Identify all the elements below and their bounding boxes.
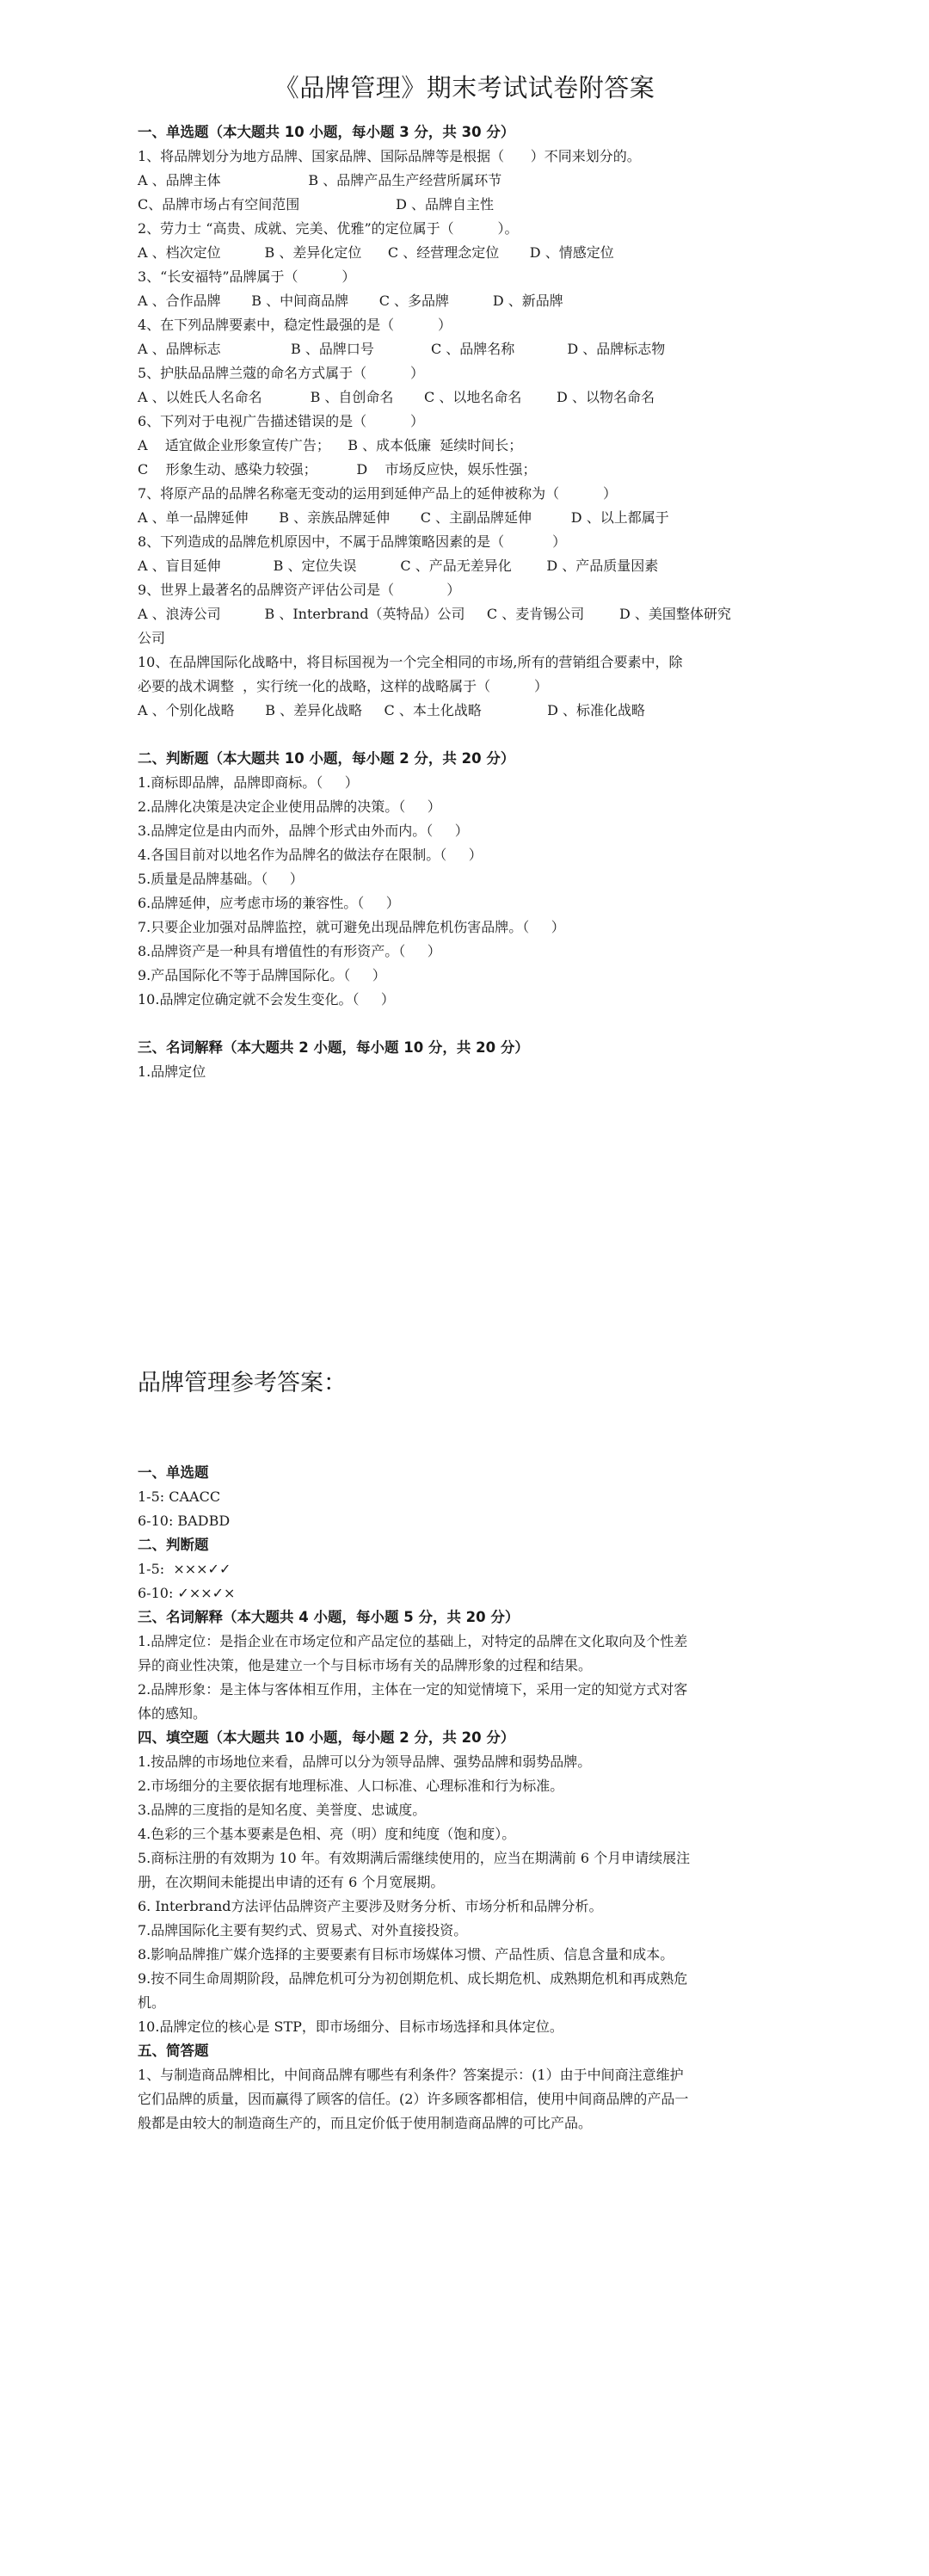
answer-line: 它们品牌的质量，因而赢得了顾客的信任。(2）许多顾客都相信，使用中间商品牌的产品一	[138, 2091, 689, 2107]
answer-line: 1.按品牌的市场地位来看，品牌可以分为领导品牌、强势品牌和弱势品牌。	[138, 1753, 592, 1770]
question-line: A 、合作品牌 B 、中间商品牌 C 、多品牌 D 、新品牌	[138, 293, 563, 309]
question-line: 2.品牌化决策是决定企业使用品牌的决策。（ ）	[138, 798, 441, 815]
question-line: 3、“长安福特”品牌属于（ ）	[138, 268, 356, 285]
answer-line: 6-10: BADBD	[138, 1513, 231, 1529]
question-line: A 、个别化战略 B 、差异化战略 C 、本土化战略 D 、标准化战略	[138, 702, 646, 718]
answers-title: 品牌管理参考答案：	[138, 1370, 347, 1396]
answer-line: 体的感知。	[138, 1705, 207, 1722]
question-line: 3.品牌定位是由内而外，品牌个形式由外而内。（ ）	[138, 823, 469, 839]
question-line: 7.只要企业加强对品牌监控，就可避免出现品牌危机伤害品牌。（ ）	[138, 919, 565, 935]
answer-line: 6-10: ✓××✓×	[138, 1585, 236, 1601]
question-line: C、品牌市场占有空间范围 D 、品牌自主性	[138, 196, 495, 213]
section-heading: 三、名词解释（本大题共 2 小题，每小题 10 分，共 20 分）	[138, 1039, 529, 1056]
answer-line: 5.商标注册的有效期为 10 年。有效期满后需继续使用的，应当在期满前 6 个月申请续展注	[138, 1850, 691, 1866]
section-gap	[138, 1084, 791, 1108]
exam-title: 《品牌管理》期末考试试卷附答案	[274, 73, 655, 102]
answer-line: 6. Interbrand方法评估品牌资产主要涉及财务分析、市场分析和品牌分析。	[138, 1898, 603, 1914]
question-line: 1、将品牌划分为地方品牌、国家品牌、国际品牌等是根据（ ）不同来划分的。	[138, 148, 641, 164]
question-line: 10.品牌定位确定就不会发生变化。（ ）	[138, 991, 395, 1008]
question-line: 9、世界上最著名的品牌资产评估公司是（ ）	[138, 582, 461, 598]
question-line: 6.品牌延伸，应考虑市场的兼容性。（ ）	[138, 895, 400, 911]
question-line: 1.品牌定位	[138, 1063, 206, 1080]
question-line: 5、护肤品品牌兰蔻的命名方式属于（ ）	[138, 365, 425, 381]
answer-line: 册，在次期间未能提出申请的还有 6 个月宽展期。	[138, 1874, 445, 1890]
answer-section-heading: 四、填空题（本大题共 10 小题，每小题 2 分，共 20 分）	[138, 1729, 515, 1746]
question-line: 8.品牌资产是一种具有增值性的有形资产。（ ）	[138, 943, 441, 959]
question-line: A 、浪涛公司 B 、Interbrand（英特品）公司 C 、麦肯锡公司 D 、美国整体研究	[138, 606, 731, 622]
question-line: A 适宜做企业形象宣传广告； B 、成本低廉 延续时间长；	[138, 437, 523, 453]
question-line: 2、劳力士 “高贵、成就、完美、优雅”的定位属于（ ）。	[138, 220, 519, 237]
question-line: 8、下列造成的品牌危机原因中，不属于品牌策略因素的是（ ）	[138, 533, 567, 550]
answer-line: 1、与制造商品牌相比，中间商品牌有哪些有利条件？答案提示：(1）由于中间商注意维护	[138, 2067, 684, 2083]
answer-line: 7.品牌国际化主要有契约式、贸易式、对外直接投资。	[138, 1922, 468, 1938]
answers-body	[138, 1461, 791, 2135]
answer-line: 2.品牌形象：是主体与客体相互作用，主体在一定的知觉情境下，采用一定的知觉方式对客	[138, 1681, 688, 1698]
answer-line: 1.品牌定位：是指企业在市场定位和产品定位的基础上，对特定的品牌在文化取向及个性差	[138, 1633, 688, 1649]
section-gap	[138, 723, 791, 747]
question-line: A 、品牌标志 B 、品牌口号 C 、品牌名称 D 、品牌标志物	[138, 341, 666, 357]
section-heading: 一、单选题（本大题共 10 小题，每小题 3 分，共 30 分）	[138, 124, 515, 140]
exam-body	[138, 120, 791, 1108]
question-line: 4.各国目前对以地名作为品牌名的做法存在限制。（ ）	[138, 847, 483, 863]
answer-line: 8.影响品牌推广媒介选择的主要要素有目标市场媒体习惯、产品性质、信息含量和成本。	[138, 1946, 674, 1963]
question-line: 必要的战术调整 ，实行统一化的战略，这样的战略属于（ ）	[138, 678, 549, 694]
question-line: 10、在品牌国际化战略中，将目标国视为一个完全相同的市场,所有的营销组合要素中，除	[138, 654, 683, 670]
answer-line: 3.品牌的三度指的是知名度、美誉度、忠诚度。	[138, 1802, 427, 1818]
answer-line: 机。	[138, 1994, 166, 2011]
answer-section-heading: 三、名词解释（本大题共 4 小题，每小题 5 分，共 20 分）	[138, 1609, 520, 1625]
question-line: 4、在下列品牌要素中，稳定性最强的是（ ）	[138, 317, 452, 333]
question-line: A 、盲目延伸 B 、定位失误 C 、产品无差异化 D 、产品质量因素	[138, 558, 659, 574]
answer-line: 4.色彩的三个基本要素是色相、亮（明）度和纯度（饱和度）。	[138, 1826, 516, 1842]
answer-line: 1-5: CAACC	[138, 1488, 221, 1505]
question-line: 6、下列对于电视广告描述错误的是（ ）	[138, 413, 425, 429]
answer-line: 9.按不同生命周期阶段，品牌危机可分为初创期危机、成长期危机、成熟期危机和再成熟危	[138, 1970, 688, 1987]
question-line: A 、档次定位 B 、差异化定位 C 、经营理念定位 D 、情感定位	[138, 244, 614, 261]
answer-section-heading: 一、单选题	[138, 1464, 209, 1481]
answer-line: 1-5: ×××✓✓	[138, 1561, 231, 1577]
question-line: 5.质量是品牌基础。（ ）	[138, 871, 304, 887]
answer-section-heading: 五、简答题	[138, 2043, 209, 2059]
section-gap	[138, 1012, 791, 1036]
answer-line: 10.品牌定位的核心是 STP，即市场细分、目标市场选择和具体定位。	[138, 2018, 563, 2035]
question-line: 1.商标即品牌，品牌即商标。（ ）	[138, 774, 359, 791]
question-line: A 、单一品牌延伸 B 、亲族品牌延伸 C 、主副品牌延伸 D 、以上都属于	[138, 509, 669, 526]
question-line: 7、将原产品的品牌名称毫无变动的运用到延伸产品上的延伸被称为（ ）	[138, 485, 618, 502]
answer-line: 异的商业性决策，他是建立一个与目标市场有关的品牌形象的过程和结果。	[138, 1657, 593, 1673]
question-line: A 、以姓氏人名命名 B 、自创命名 C 、以地名命名 D 、以物名命名	[138, 389, 655, 405]
answer-line: 般都是由较大的制造商生产的，而且定价低于使用制造商品牌的可比产品。	[138, 2115, 593, 2131]
question-line: A 、品牌主体 B 、品牌产品生产经营所属环节	[138, 172, 502, 188]
answer-line: 2.市场细分的主要依据有地理标准、人口标准、心理标准和行为标准。	[138, 1778, 564, 1794]
section-heading: 二、判断题（本大题共 10 小题，每小题 2 分，共 20 分）	[138, 750, 515, 767]
answer-section-heading: 二、判断题	[138, 1537, 209, 1553]
question-line: 9.产品国际化不等于品牌国际化。（ ）	[138, 967, 386, 983]
question-line: C 形象生动、感染力较强； D 市场反应快，娱乐性强；	[138, 461, 537, 478]
question-line: 公司	[138, 630, 166, 646]
